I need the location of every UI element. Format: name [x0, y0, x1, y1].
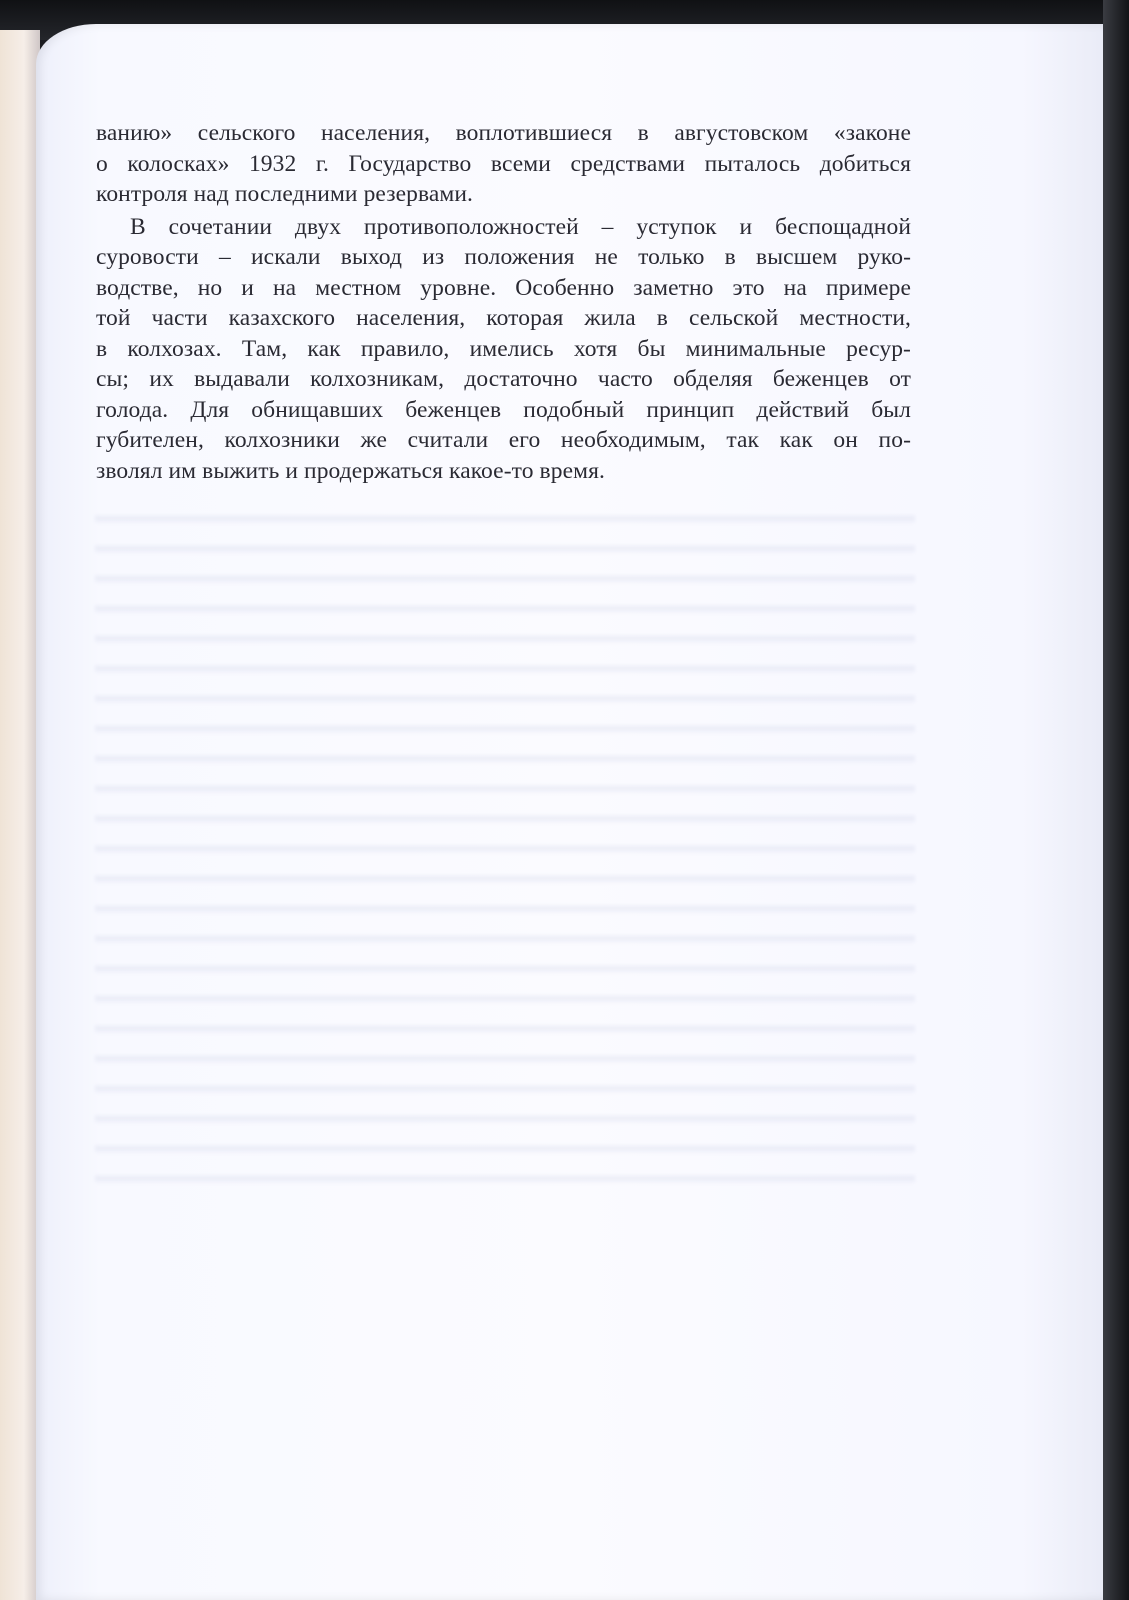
text-line: о колосках» 1932 г. Государство всеми средствами пыталось добиться [96, 150, 911, 177]
text-line: сы; их выдавали колхозникам, достаточно часто обделяя беженцев от [96, 366, 911, 392]
scanner-background-right [1103, 0, 1129, 1600]
text-line: той части казахского населения, которая жила в сельской местности, [96, 305, 911, 331]
text-line: голода. Для обнищавших беженцев подобный принцип действий был [96, 396, 911, 423]
text-line: губителен, колхозники же считали его необходимым, так как он по- [96, 427, 911, 453]
paragraph-2 [96, 212, 911, 487]
text-line: ванию» сельского населения, воплотившиеся в августовском «законе [96, 120, 911, 146]
text-line: суровости – искали выход из положения не только в высшем руко- [96, 244, 911, 270]
paragraph-1 [96, 118, 911, 210]
text-line: контроля над последними резервами. [96, 181, 474, 207]
text-line: зволял им выжить и продержаться какое-то время. [96, 457, 605, 484]
page-text [96, 118, 911, 486]
show-through-text [95, 500, 915, 1200]
text-line: в колхозах. Там, как правило, имелись хотя бы минимальные ресур- [96, 335, 911, 362]
facing-page-edge [0, 30, 40, 1600]
text-line: водстве, но и на местном уровне. Особенно заметно это на примере [96, 274, 911, 301]
text-line: В сочетании двух противоположностей – уступок и беспощадной [130, 213, 911, 240]
